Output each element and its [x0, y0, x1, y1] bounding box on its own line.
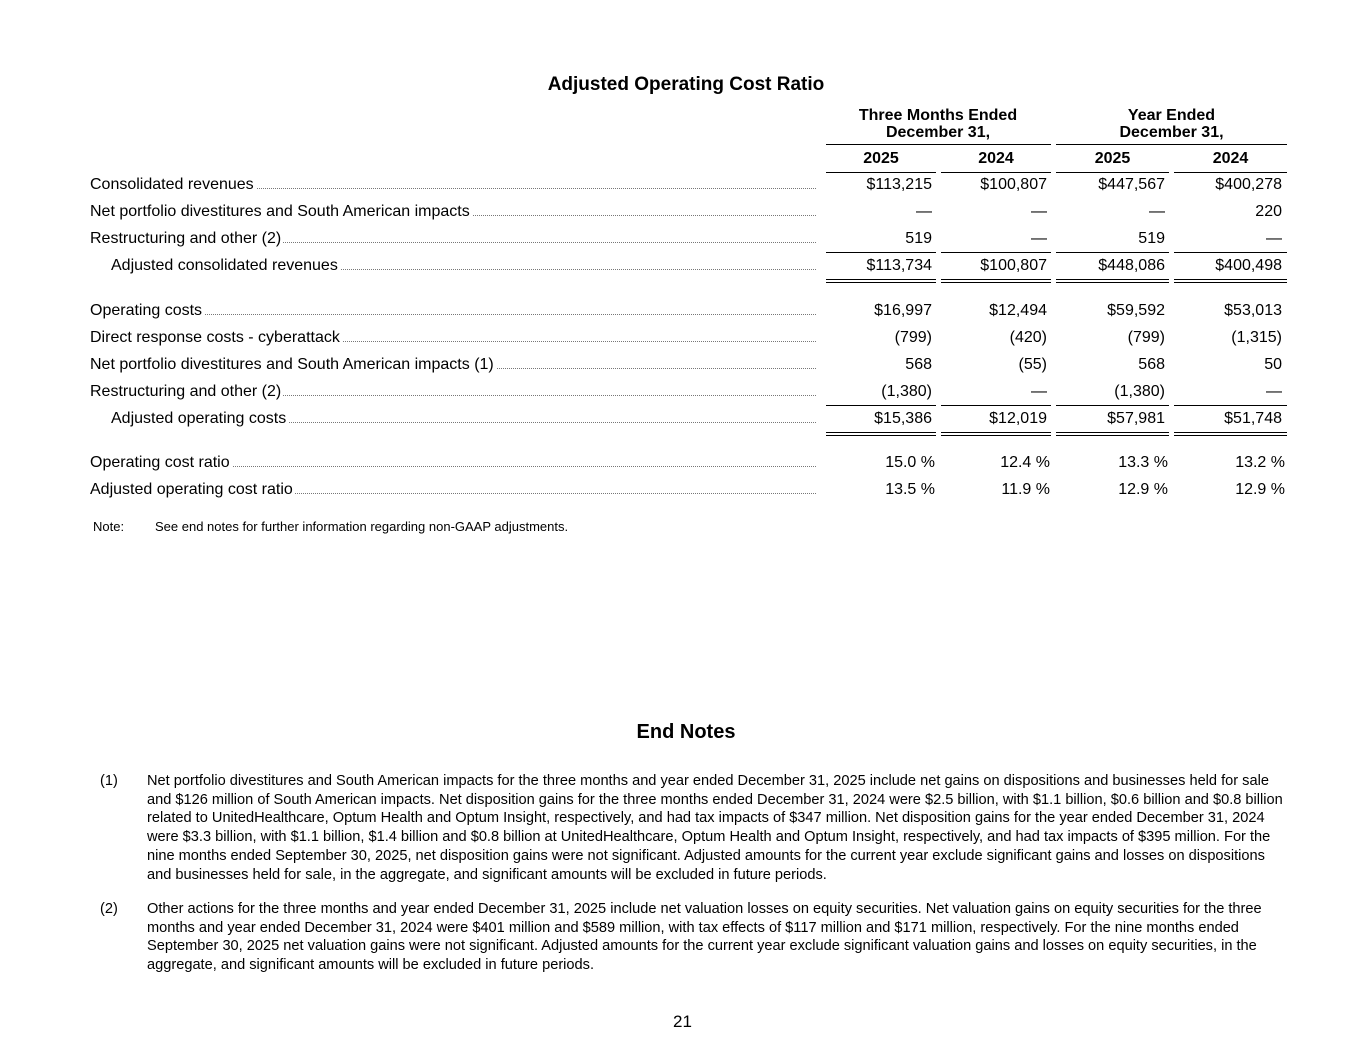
- cell-value: 11.9 %: [1001, 481, 1050, 498]
- row-label: Net portfolio divestitures and South American impacts (1): [90, 356, 494, 373]
- row-label: Adjusted consolidated revenues: [111, 257, 338, 274]
- total-double-rule: [826, 432, 936, 436]
- row-label: Adjusted operating costs: [111, 410, 287, 427]
- year-header: 2025: [1094, 150, 1131, 167]
- table-row-operating-cost-ratio: [0, 454, 1365, 476]
- table-row-direct-response-costs: [0, 329, 1365, 351]
- row-label: Adjusted operating cost ratio: [90, 481, 293, 498]
- cell-value: $15,386: [874, 410, 932, 427]
- table-row-restructuring-costs: [0, 383, 1365, 405]
- cell-value: $113,215: [866, 176, 932, 193]
- cell-value: 50: [1264, 356, 1282, 373]
- cell-value: $447,567: [1098, 176, 1165, 193]
- subtotal-rule: [826, 252, 936, 253]
- end-notes-title: End Notes: [636, 721, 736, 743]
- subtotal-rule: [1056, 252, 1169, 253]
- table-row-consolidated-revenues: [0, 176, 1365, 198]
- cell-value: —: [1031, 383, 1047, 400]
- cell-value: 15.0 %: [885, 454, 935, 471]
- cell-value: $400,278: [1215, 176, 1282, 193]
- row-label: Restructuring and other (2): [90, 383, 282, 400]
- cell-value: 519: [1138, 230, 1165, 247]
- cell-value: 568: [1138, 356, 1165, 373]
- column-group-rule: [1056, 144, 1287, 145]
- column-group-line1: Year Ended: [1127, 107, 1216, 124]
- end-note-item: [100, 900, 1292, 976]
- row-label: Restructuring and other (2): [90, 230, 282, 247]
- total-double-rule: [941, 432, 1051, 436]
- cell-value: $12,494: [989, 302, 1047, 319]
- year-header: 2024: [1212, 150, 1249, 167]
- cell-value: 568: [905, 356, 932, 373]
- cell-value: —: [1031, 203, 1047, 220]
- cell-value: (1,380): [1114, 383, 1165, 400]
- subtotal-rule: [1056, 405, 1169, 406]
- cell-value: (799): [894, 329, 932, 346]
- cell-value: $51,748: [1224, 410, 1282, 427]
- subtotal-rule: [941, 405, 1051, 406]
- note-label: Note:: [93, 519, 125, 534]
- table-row-adjusted-consolidated-revenues: [0, 257, 1365, 279]
- end-note-number: (2): [100, 901, 118, 917]
- year-header-rule: [826, 172, 936, 173]
- year-header: 2024: [978, 150, 1014, 167]
- column-group-three-months: [826, 107, 1050, 141]
- subtotal-rule: [826, 405, 936, 406]
- cell-value: 12.9 %: [1118, 481, 1168, 498]
- cell-value: —: [1031, 230, 1047, 247]
- cell-value: 12.9 %: [1235, 481, 1285, 498]
- cell-value: —: [1266, 230, 1282, 247]
- cell-value: (55): [1018, 356, 1047, 373]
- column-group-line1: Three Months Ended: [858, 107, 1018, 124]
- cell-value: —: [1266, 383, 1282, 400]
- subtotal-rule: [1174, 405, 1287, 406]
- cell-value: 13.5 %: [885, 481, 935, 498]
- end-note-text: Net portfolio divestitures and South American impacts for the three months and year ended December 31, 2025 include net gains on dispositions and businesses held for sale and $126 million of South American impacts. Net disposition gains for the three months ended December 31, 2024 were $2.5 billion, with $1.1 billion, $0.6 billion and $0.8 billion related to UnitedHealthcare, Optum Health and Optum Insight, respectively, and had tax impacts of $347 million. Net disposition gains for the year ended December 31, 2024 were $3.3 billion, with $1.1 billion, $1.4 billion and $0.8 billion at UnitedHealthcare, Optum Health and Optum Insight, respectively, and had tax impacts of $395 million. For the nine months ended September 30, 2025, net disposition gains were not significant. Adjusted amounts for the current year exclude significant gains and losses on dispositions and businesses held for sale, in the aggregate, and significant amounts will be excluded in future periods.: [147, 773, 1283, 883]
- table-row-adjusted-operating-cost-ratio: [0, 481, 1365, 503]
- cell-value: 13.2 %: [1235, 454, 1285, 471]
- row-label: Operating costs: [90, 302, 203, 319]
- cell-value: $12,019: [989, 410, 1047, 427]
- cell-value: 220: [1255, 203, 1282, 220]
- table-row-operating-costs: [0, 302, 1365, 324]
- end-note-text: Other actions for the three months and year ended December 31, 2025 include net valuation losses on equity securities. Net valuation gains on equity securities for the three months and year ended December 31, 2024 were $401 million and $589 million, with tax effects of $117 million and $171 million, respectively. For the nine months ended September 30, 2025 net valuation gains were not significant. Adjusted amounts for the current year exclude significant valuation gains and losses on equity securities, in the aggregate, and significant amounts will be excluded in future periods.: [147, 901, 1262, 974]
- table-note: [93, 519, 569, 534]
- year-header-rule: [941, 172, 1051, 173]
- cell-value: $113,734: [866, 257, 932, 274]
- row-label: Operating cost ratio: [90, 454, 230, 471]
- note-text: See end notes for further information regarding non-GAAP adjustments.: [155, 519, 569, 534]
- column-group-rule: [826, 144, 1051, 145]
- year-header-rule: [1056, 172, 1169, 173]
- cell-value: $53,013: [1224, 302, 1282, 319]
- total-double-rule: [1056, 279, 1169, 283]
- cell-value: 13.3 %: [1118, 454, 1168, 471]
- table-row-restructuring-revenues: [0, 230, 1365, 252]
- total-double-rule: [1056, 432, 1169, 436]
- total-double-rule: [826, 279, 936, 283]
- end-note-item: [100, 772, 1292, 886]
- cell-value: $16,997: [874, 302, 932, 319]
- year-header: 2025: [863, 150, 899, 167]
- column-group-line2: December 31,: [885, 124, 991, 141]
- cell-value: $400,498: [1215, 257, 1282, 274]
- cell-value: (799): [1127, 329, 1165, 346]
- cell-value: $57,981: [1107, 410, 1165, 427]
- cell-value: $100,807: [980, 176, 1047, 193]
- cell-value: (1,380): [881, 383, 932, 400]
- cell-value: $448,086: [1098, 257, 1165, 274]
- cell-value: (1,315): [1231, 329, 1282, 346]
- row-label: Direct response costs - cyberattack: [90, 329, 340, 346]
- total-double-rule: [1174, 432, 1287, 436]
- cell-value: —: [1149, 203, 1165, 220]
- total-double-rule: [1174, 279, 1287, 283]
- table-row-net-portfolio-divestitures-costs: [0, 356, 1365, 378]
- cell-value: —: [916, 203, 932, 220]
- subtotal-rule: [941, 252, 1051, 253]
- cell-value: $100,807: [980, 257, 1047, 274]
- cell-value: $59,592: [1107, 302, 1165, 319]
- table-row-net-portfolio-divestitures: [0, 203, 1365, 225]
- row-label: Net portfolio divestitures and South American impacts: [90, 203, 470, 220]
- subtotal-rule: [1174, 252, 1287, 253]
- column-group-line2: December 31,: [1119, 124, 1224, 141]
- table-title: Adjusted Operating Cost Ratio: [547, 74, 825, 95]
- year-header-rule: [1174, 172, 1287, 173]
- row-label: Consolidated revenues: [90, 176, 254, 193]
- total-double-rule: [941, 279, 1051, 283]
- cell-value: 12.4 %: [1000, 454, 1050, 471]
- cell-value: (420): [1009, 329, 1047, 346]
- table-row-adjusted-operating-costs: [0, 410, 1365, 432]
- end-note-number: (1): [100, 773, 118, 789]
- cell-value: 519: [905, 230, 932, 247]
- column-group-year: [1056, 107, 1287, 141]
- page-number: 21: [673, 1012, 692, 1031]
